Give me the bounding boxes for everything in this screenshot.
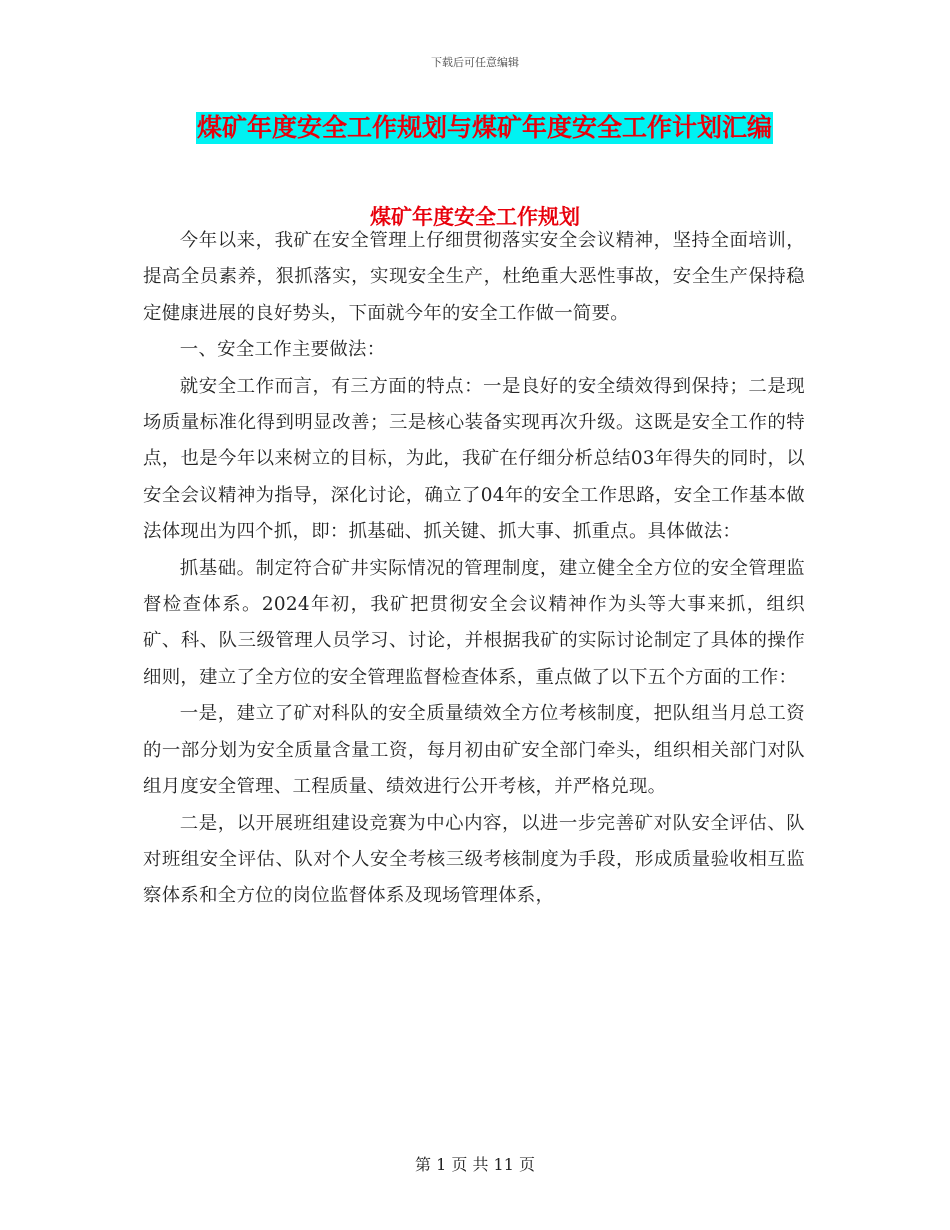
main-title-container	[196, 112, 773, 144]
header-note: 下载后可任意编辑	[431, 56, 519, 69]
paragraph: 就安全工作而言，有三方面的特点：一是良好的安全绩效得到保持；二是现场质量标准化得到明显改善；三是核心装备实现再次升级。这既是安全工作的特点，也是今年以来树立的目标，为此，我矿在仔细分析总结03年得失的同时，以安全会议精神为指导，深化讨论，确立了04年的安全工作思路，安全工作基本做法体现出为四个抓，即：抓基础、抓关键、抓大事、抓重点。具体做法：	[143, 375, 805, 543]
paragraph: 今年以来，我矿在安全管理上仔细贯彻落实安全会议精神，坚持全面培训，提高全员素养，狠抓落实，实现安全生产，杜绝重大恶性事故，安全生产保持稳定健康进展的良好势头，下面就今年的安全工作做一简要。	[143, 230, 805, 324]
page-number: 第 1 页 共 11 页	[415, 1155, 535, 1174]
paragraph: 二是，以开展班组建设竞赛为中心内容，以进一步完善矿对队安全评估、队对班组安全评估、队对个人安全考核三级考核制度为手段，形成质量验收相互监察体系和全方位的岗位监督体系及现场管理体系，	[143, 812, 805, 907]
document-body	[143, 223, 805, 915]
paragraph: 抓基础。制定符合矿井实际情况的管理制度，建立健全全方位的安全管理监督检查体系。2024年初，我矿把贯彻安全会议精神作为头等大事来抓，组织矿、科、队三级管理人员学习、讨论，并根据我矿的实际讨论制定了具体的操作细则，建立了全方位的安全管理监督检查体系，重点做了以下五个方面的工作：	[143, 557, 805, 688]
paragraph: 一是，建立了矿对科队的安全质量绩效全方位考核制度，把队组当月总工资的一部分划为安全质量含量工资，每月初由矿安全部门牵头，组织相关部门对队组月度安全管理、工程质量、绩效进行公开考核，并严格兑现。	[143, 703, 805, 798]
section-heading: 一、安全工作主要做法：	[179, 339, 386, 361]
main-title: 煤矿年度安全工作规划与煤矿年度安全工作计划汇编	[197, 113, 773, 142]
section-title: 煤矿年度安全工作规划	[370, 205, 580, 229]
